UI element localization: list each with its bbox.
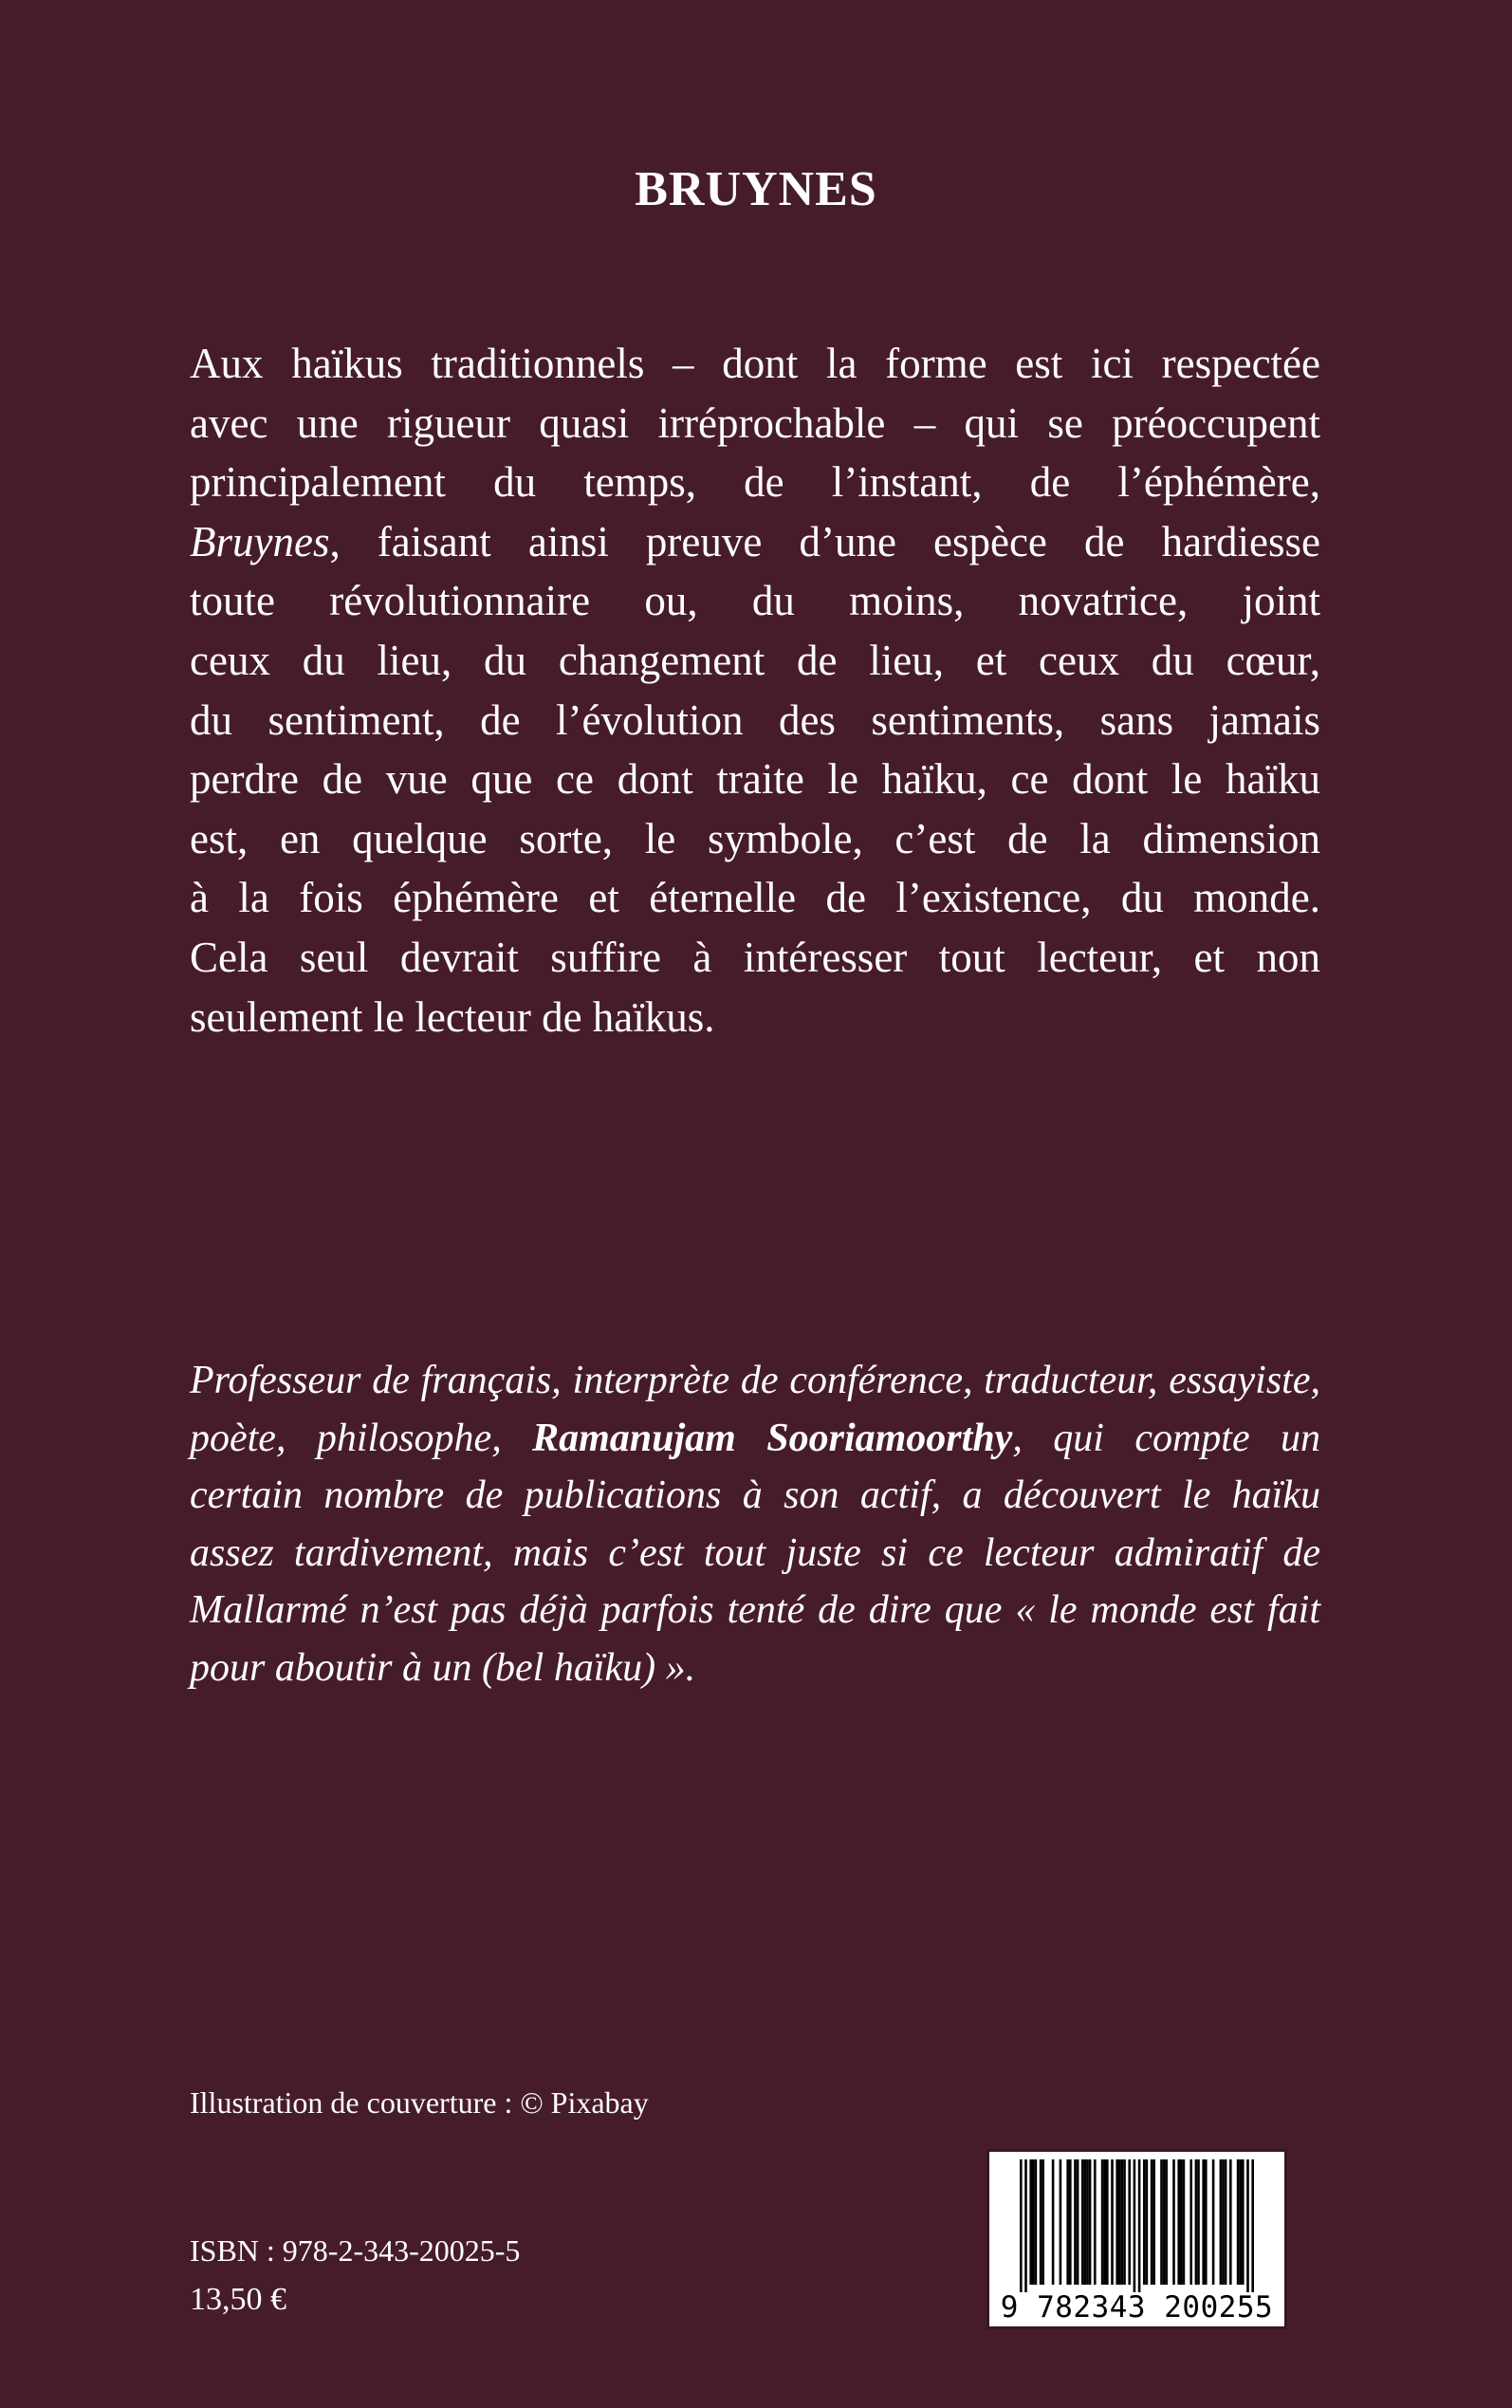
barcode-bar	[1189, 2159, 1192, 2285]
blurb-line: perdre de vue que ce dont traite le haïku, ce dont le haïku	[190, 755, 1320, 804]
barcode-bars	[989, 2152, 1284, 2294]
blurb-line: Aux haïkus traditionnels – dont la forme est ici respectée	[190, 340, 1320, 387]
barcode-bar	[1239, 2159, 1242, 2285]
barcode-bar	[1123, 2159, 1126, 2285]
barcode-bar	[1084, 2159, 1087, 2285]
barcode-bar	[1094, 2159, 1097, 2285]
author-bio-line: certain nombre de publications à son actif, a découvert le haïku	[190, 1473, 1320, 1517]
barcode-bar	[1163, 2159, 1166, 2285]
author-bio	[190, 1352, 1320, 1696]
blurb-line: est, en quelque sorte, le symbole, c’est de la dimension	[190, 814, 1320, 862]
author-bio-line: Professeur de français, interprète de conférence, traducteur, essayiste,	[190, 1359, 1320, 1402]
barcode-bar	[1160, 2159, 1163, 2285]
barcode-bar	[1040, 2159, 1042, 2285]
barcode-bar	[1035, 2159, 1038, 2285]
barcode-bar	[1020, 2159, 1023, 2292]
barcode-bar	[1222, 2159, 1225, 2285]
blurb-line: toute révolutionnaire ou, du moins, novatrice, joint	[190, 577, 1320, 625]
isbn: ISBN : 978-2-343-20025-5	[190, 2233, 521, 2268]
author-bio-text: , qui compte un	[1012, 1416, 1321, 1460]
barcode-bar	[1172, 2159, 1175, 2285]
book-title-italic: Bruynes	[190, 517, 330, 565]
barcode-bar	[1237, 2159, 1240, 2285]
blurb-line: à la fois éphémère et éternelle de l’existence, du monde.	[190, 874, 1320, 922]
blurb-line: seulement le lecteur de haïkus.	[190, 992, 715, 1041]
barcode-bar	[1069, 2159, 1072, 2285]
author-name: Ramanujam Sooriamoorthy	[532, 1416, 1013, 1460]
author-bio-text: poète, philosophe,	[190, 1416, 533, 1460]
barcode-bar	[1103, 2159, 1106, 2285]
book-title: BRUYNES	[635, 162, 877, 216]
barcode-bar	[1202, 2159, 1205, 2285]
barcode-bar	[1116, 2159, 1118, 2285]
barcode-bar	[1052, 2159, 1055, 2285]
barcode-bar	[1180, 2159, 1183, 2285]
barcode-bar	[1165, 2159, 1168, 2285]
barcode-bar	[1197, 2159, 1200, 2285]
price: 13,50 €	[190, 2282, 286, 2317]
barcode	[986, 2149, 1287, 2329]
barcode-bar	[1138, 2159, 1141, 2292]
barcode-bar	[1246, 2159, 1249, 2292]
barcode-bar	[1212, 2159, 1215, 2285]
cover-credit: Illustration de couverture : © Pixabay	[190, 2085, 649, 2120]
back-cover-blurb	[190, 334, 1320, 1047]
barcode-bar	[1225, 2159, 1227, 2285]
barcode-bar	[1251, 2159, 1254, 2292]
barcode-bar	[1024, 2159, 1027, 2292]
barcode-bar	[1032, 2159, 1035, 2285]
barcode-bar	[1183, 2159, 1186, 2285]
author-bio-line	[190, 1410, 1320, 1468]
barcode-bar	[1143, 2159, 1146, 2285]
barcode-digits: 9 782343 200255	[1000, 2290, 1274, 2325]
barcode-bar	[1077, 2159, 1079, 2285]
barcode-bar	[1152, 2159, 1155, 2285]
barcode-bar	[1089, 2159, 1092, 2285]
barcode-bar	[1074, 2159, 1077, 2285]
blurb-line: ceux du lieu, du changement de lieu, et ceux du cœur,	[190, 636, 1320, 684]
barcode-bar	[1081, 2159, 1084, 2285]
barcode-bar	[1086, 2159, 1089, 2285]
barcode-bar	[1128, 2159, 1131, 2285]
barcode-bar	[1151, 2159, 1153, 2285]
blurb-line: principalement du temps, de l’instant, de l’éphémère,	[190, 458, 1320, 507]
barcode-bar	[1220, 2159, 1223, 2285]
barcode-bar	[1106, 2159, 1109, 2285]
barcode-bar	[1205, 2159, 1208, 2285]
barcode-bar	[1042, 2159, 1044, 2285]
barcode-bar	[1060, 2159, 1062, 2285]
barcode-bar	[1066, 2159, 1069, 2285]
blurb-line: avec une rigueur quasi irréprochable – qui se préoccupent	[190, 398, 1320, 447]
barcode-bar	[1101, 2159, 1104, 2285]
barcode-bar	[1029, 2159, 1032, 2285]
barcode-bar	[1121, 2159, 1124, 2285]
author-bio-line: Mallarmé n’est pas déjà parfois tenté de dire que « le monde est fait	[190, 1588, 1320, 1632]
blurb-line	[190, 512, 1320, 572]
barcode-bar	[1229, 2159, 1232, 2285]
blurb-line: du sentiment, de l’évolution des sentiments, sans jamais	[190, 695, 1320, 744]
author-bio-line: pour aboutir à un (bel haïku) ».	[190, 1645, 696, 1690]
barcode-bar	[1118, 2159, 1121, 2285]
blurb-line: Cela seul devrait suffire à intéresser tout lecteur, et non	[190, 933, 1320, 981]
barcode-bar	[1146, 2159, 1149, 2285]
blurb-line-rest: , faisant ainsi preuve d’une espèce de hardiesse	[329, 517, 1320, 565]
barcode-bar	[1195, 2159, 1198, 2285]
author-bio-line: assez tardivement, mais c’est tout juste si ce lecteur admiratif de	[190, 1530, 1320, 1575]
barcode-bar	[1134, 2159, 1136, 2292]
barcode-bar	[1177, 2159, 1180, 2285]
barcode-bar	[1111, 2159, 1114, 2285]
barcode-bar	[1242, 2159, 1245, 2285]
